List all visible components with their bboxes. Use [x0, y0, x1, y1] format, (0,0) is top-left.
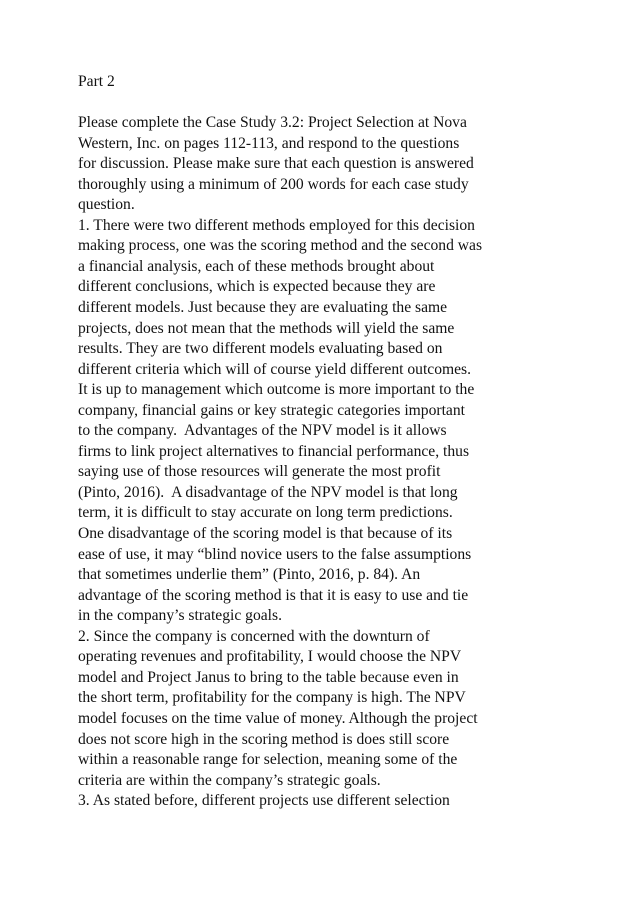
body-line: criteria are within the company’s strategic goals. [78, 771, 381, 789]
body-line: model focuses on the time value of money. Although the project [78, 709, 478, 727]
body-line: 2. Since the company is concerned with the downturn of [78, 627, 430, 645]
body-line: does not score high in the scoring method is does still score [78, 730, 450, 748]
document-page [78, 72, 578, 812]
paragraph-gap [78, 93, 578, 114]
document-heading: Part 2 [78, 73, 115, 90]
body-line: firms to link project alternatives to financial performance, thus [78, 442, 470, 460]
body-line: term, it is difficult to stay accurate on long term predictions. [78, 504, 453, 522]
body-line: Please complete the Case Study 3.2: Project Selection at Nova [78, 114, 467, 132]
body-line: Western, Inc. on pages 112-113, and respond to the questions [78, 134, 460, 152]
body-line: 3. As stated before, different projects use different selection [78, 792, 450, 810]
body-line: operating revenues and profitability, I would choose the NPV [78, 648, 462, 666]
body-line: model and Project Janus to bring to the table because even in [78, 668, 459, 686]
body-line: different models. Just because they are evaluating the same [78, 299, 448, 317]
body-line: a financial analysis, each of these methods brought about [78, 257, 435, 275]
body-line: making process, one was the scoring method and the second was [78, 237, 483, 255]
body-line: question. [78, 196, 135, 214]
body-line: within a reasonable range for selection, meaning some of the [78, 751, 458, 769]
body-line: 1. There were two different methods employed for this decision [78, 216, 475, 234]
body-line: projects, does not mean that the methods will yield the same [78, 319, 455, 337]
body-line: ease of use, it may “blind novice users to the false assumptions [78, 545, 472, 563]
body-line: It is up to management which outcome is more important to the [78, 381, 475, 399]
body-line: to the company. Advantages of the NPV model is it allows [78, 422, 447, 440]
body-line: different conclusions, which is expected because they are [78, 278, 436, 296]
body-line: the short term, profitability for the company is high. The NPV [78, 689, 466, 707]
body-line: thoroughly using a minimum of 200 words for each case study [78, 175, 469, 193]
body-line: (Pinto, 2016). A disadvantage of the NPV model is that long [78, 483, 458, 501]
body-line: results. They are two different models evaluating based on [78, 340, 443, 358]
body-line: saying use of those resources will generate the most profit [78, 463, 441, 481]
body-line: in the company’s strategic goals. [78, 607, 282, 625]
body-line: company, financial gains or key strategic categories important [78, 401, 465, 419]
body-line: different criteria which will of course yield different outcomes. [78, 360, 472, 378]
body-line: for discussion. Please make sure that each question is answered [78, 155, 474, 173]
body-line: One disadvantage of the scoring model is that because of its [78, 525, 453, 543]
document-body [78, 113, 578, 812]
body-line: advantage of the scoring method is that it is easy to use and tie [78, 586, 469, 604]
body-line: that sometimes underlie them” (Pinto, 2016, p. 84). An [78, 566, 421, 584]
